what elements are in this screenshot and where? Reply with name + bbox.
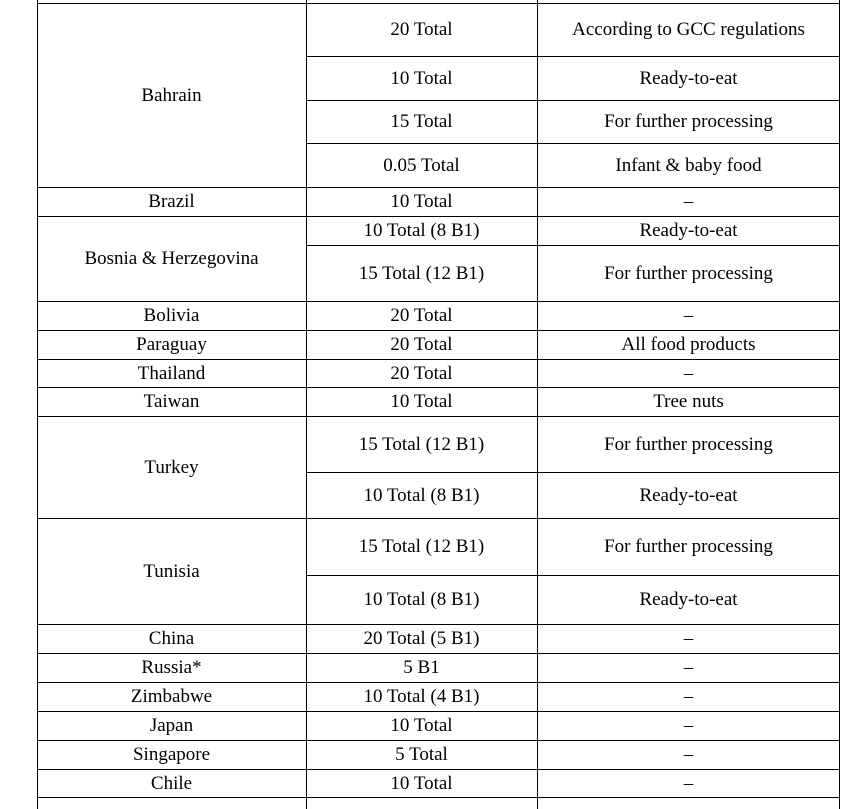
table-rule	[37, 769, 306, 770]
table-rule	[306, 143, 840, 144]
limit-cell: 10 Total	[390, 191, 453, 212]
limit-cell: 20 Total (5 B1)	[363, 628, 480, 649]
table-rule	[306, 56, 840, 57]
table-rule	[37, 387, 306, 388]
table-rule	[37, 518, 306, 519]
country-cell: Turkey	[144, 456, 199, 478]
country-cell: Russia*	[141, 657, 202, 678]
limit-cell: 15 Total	[390, 111, 453, 132]
note-cell: For further processing	[604, 536, 773, 557]
note-cell: –	[683, 628, 694, 649]
limit-cell: 0.05 Total	[383, 154, 460, 176]
table-rule	[306, 518, 840, 519]
country-cell: China	[148, 628, 195, 649]
country-cell: Taiwan	[143, 391, 200, 412]
note-cell: –	[683, 772, 694, 794]
table-rule	[537, 0, 538, 809]
limit-cell: 10 Total	[390, 391, 453, 412]
table-rule	[37, 359, 306, 360]
table-rule	[37, 330, 306, 331]
limit-cell: 15 Total (12 B1)	[358, 433, 485, 455]
limit-cell: 10 Total	[390, 67, 453, 89]
table-rule	[306, 100, 840, 101]
note-cell: For further processing	[604, 433, 773, 455]
table-rule	[306, 301, 840, 302]
note-cell: For further processing	[604, 111, 773, 132]
table-rule	[306, 624, 840, 625]
note-cell: Ready-to-eat	[639, 220, 738, 241]
country-cell: Brazil	[148, 191, 195, 212]
table-rule	[306, 682, 840, 683]
table-rule	[306, 0, 307, 809]
country-cell: Bolivia	[143, 305, 200, 326]
table-rule	[306, 387, 840, 388]
limit-cell: 10 Total (4 B1)	[363, 686, 480, 707]
note-cell: –	[683, 305, 694, 326]
table-rule	[37, 624, 306, 625]
note-cell: –	[683, 715, 694, 736]
table-rule	[306, 575, 840, 576]
table-rule	[37, 187, 306, 188]
note-cell: Ready-to-eat	[639, 67, 738, 89]
table-rule	[306, 216, 840, 217]
table-rule	[306, 3, 840, 4]
note-cell: –	[683, 744, 694, 765]
table-rule	[306, 245, 840, 246]
table-rule	[37, 3, 306, 4]
table-rule	[37, 216, 306, 217]
table-rule	[37, 653, 306, 654]
table-rule	[306, 416, 840, 417]
limit-cell: 10 Total (8 B1)	[363, 484, 480, 506]
limit-cell: 5 B1	[403, 657, 440, 678]
table-rule	[839, 0, 840, 809]
table-rule	[37, 711, 306, 712]
table-rule	[306, 472, 840, 473]
country-cell: Bahrain	[141, 84, 202, 106]
table-rule	[306, 187, 840, 188]
note-cell: –	[683, 362, 694, 384]
country-cell: Japan	[149, 715, 194, 736]
note-cell: –	[683, 686, 694, 707]
limit-cell: 20 Total	[390, 362, 453, 384]
table-rule	[37, 740, 306, 741]
table-rule	[37, 416, 306, 417]
limit-cell: 5 Total	[395, 744, 448, 765]
table-rule	[37, 0, 38, 809]
country-cell: Chile	[150, 772, 193, 794]
table-rule	[306, 359, 840, 360]
country-cell: Thailand	[137, 362, 206, 384]
limit-cell: 10 Total	[390, 715, 453, 736]
limit-cell: 10 Total (8 B1)	[363, 589, 480, 610]
note-cell: Ready-to-eat	[639, 589, 738, 610]
country-cell: Bosnia & Herzegovina	[84, 248, 259, 269]
limit-cell: 15 Total (12 B1)	[358, 262, 485, 284]
country-cell: Tunisia	[143, 560, 200, 582]
table-rule	[306, 330, 840, 331]
note-cell: According to GCC regulations	[572, 19, 805, 40]
note-cell: For further processing	[604, 262, 773, 284]
note-cell: Ready-to-eat	[639, 484, 738, 506]
table-rule	[37, 301, 306, 302]
note-cell: –	[683, 657, 694, 678]
note-cell: Tree nuts	[653, 391, 724, 412]
table-rule	[306, 769, 840, 770]
table-rule	[306, 740, 840, 741]
table-rule	[306, 711, 840, 712]
limit-cell: 20 Total	[390, 305, 453, 326]
limit-cell: 10 Total (8 B1)	[363, 220, 480, 241]
limit-cell: 15 Total (12 B1)	[358, 536, 485, 557]
table-rule	[37, 797, 840, 798]
limit-cell: 20 Total	[390, 19, 453, 40]
limit-cell: 20 Total	[390, 334, 453, 355]
note-cell: All food products	[621, 334, 756, 355]
country-cell: Zimbabwe	[130, 686, 213, 707]
note-cell: Infant & baby food	[615, 154, 762, 176]
table-rule	[306, 653, 840, 654]
table-rule	[37, 682, 306, 683]
country-cell: Paraguay	[136, 334, 207, 355]
country-cell: Singapore	[132, 744, 211, 765]
regulation-table	[37, 0, 840, 809]
limit-cell: 10 Total	[390, 772, 453, 794]
note-cell: –	[683, 191, 694, 212]
